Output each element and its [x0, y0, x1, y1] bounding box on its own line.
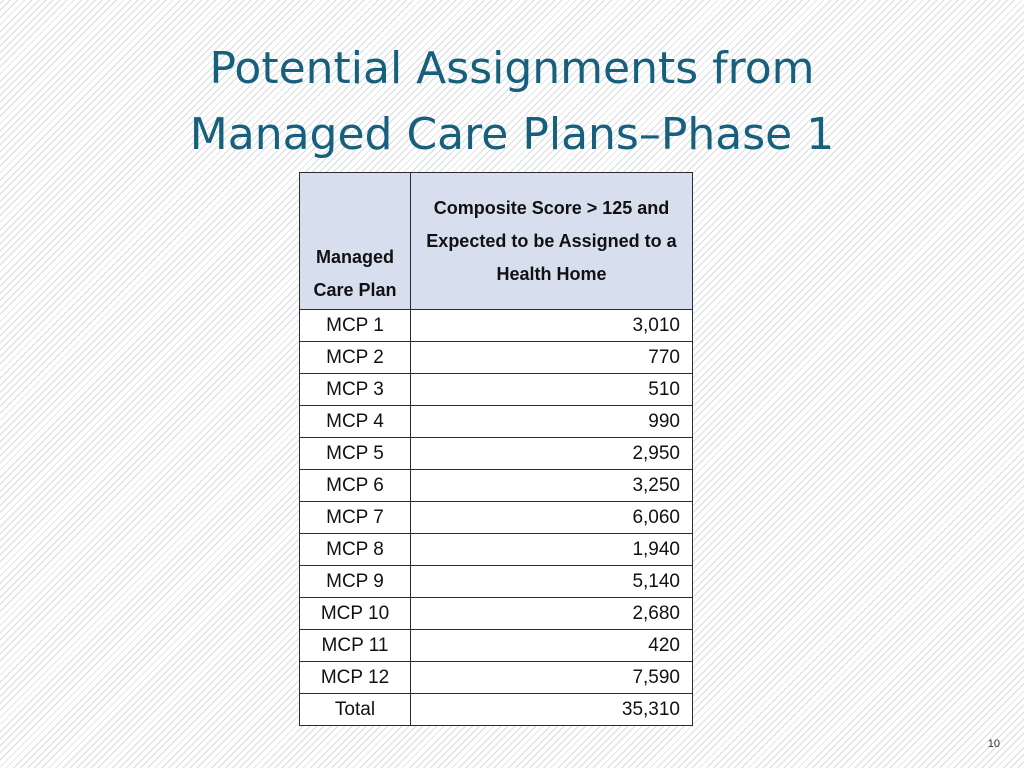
plan-cell: MCP 9: [300, 566, 411, 598]
value-cell: 420: [411, 630, 693, 662]
table-row: [300, 598, 693, 630]
table-header: [300, 173, 693, 310]
value-cell: 7,590: [411, 662, 693, 694]
table-row: [300, 502, 693, 534]
table-body: [300, 310, 693, 726]
slide-title-line-2: Managed Care Plans–Phase 1: [189, 109, 835, 160]
plan-cell: MCP 2: [300, 342, 411, 374]
value-cell: 770: [411, 342, 693, 374]
assignments-table: [299, 172, 693, 726]
table-row: [300, 438, 693, 470]
slide-title: [0, 36, 1024, 168]
plan-cell: MCP 6: [300, 470, 411, 502]
value-cell: 510: [411, 374, 693, 406]
table-row: [300, 374, 693, 406]
table-row: [300, 406, 693, 438]
table-row: [300, 630, 693, 662]
plan-cell: MCP 7: [300, 502, 411, 534]
table-header-row: [300, 173, 693, 310]
plan-cell: MCP 10: [300, 598, 411, 630]
header-composite-score: Composite Score > 125 and Expected to be Assigned to a Health Home: [411, 173, 693, 310]
table-row: [300, 662, 693, 694]
value-cell: 3,250: [411, 470, 693, 502]
table-row: [300, 566, 693, 598]
value-cell: 2,680: [411, 598, 693, 630]
plan-cell: MCP 1: [300, 310, 411, 342]
plan-cell: MCP 4: [300, 406, 411, 438]
value-cell: 3,010: [411, 310, 693, 342]
page-number: 10: [987, 738, 1000, 750]
value-cell: 5,140: [411, 566, 693, 598]
table-total-row: [300, 694, 693, 726]
plan-cell: MCP 11: [300, 630, 411, 662]
header-managed-care-plan: Managed Care Plan: [300, 173, 411, 310]
total-value-cell: 35,310: [411, 694, 693, 726]
table-row: [300, 470, 693, 502]
value-cell: 1,940: [411, 534, 693, 566]
value-cell: 6,060: [411, 502, 693, 534]
total-label-cell: Total: [300, 694, 411, 726]
table-row: [300, 534, 693, 566]
plan-cell: MCP 3: [300, 374, 411, 406]
table-row: [300, 342, 693, 374]
value-cell: 990: [411, 406, 693, 438]
plan-cell: MCP 8: [300, 534, 411, 566]
slide-title-line-1: Potential Assignments from: [209, 43, 815, 94]
value-cell: 2,950: [411, 438, 693, 470]
plan-cell: MCP 5: [300, 438, 411, 470]
plan-cell: MCP 12: [300, 662, 411, 694]
table-row: [300, 310, 693, 342]
